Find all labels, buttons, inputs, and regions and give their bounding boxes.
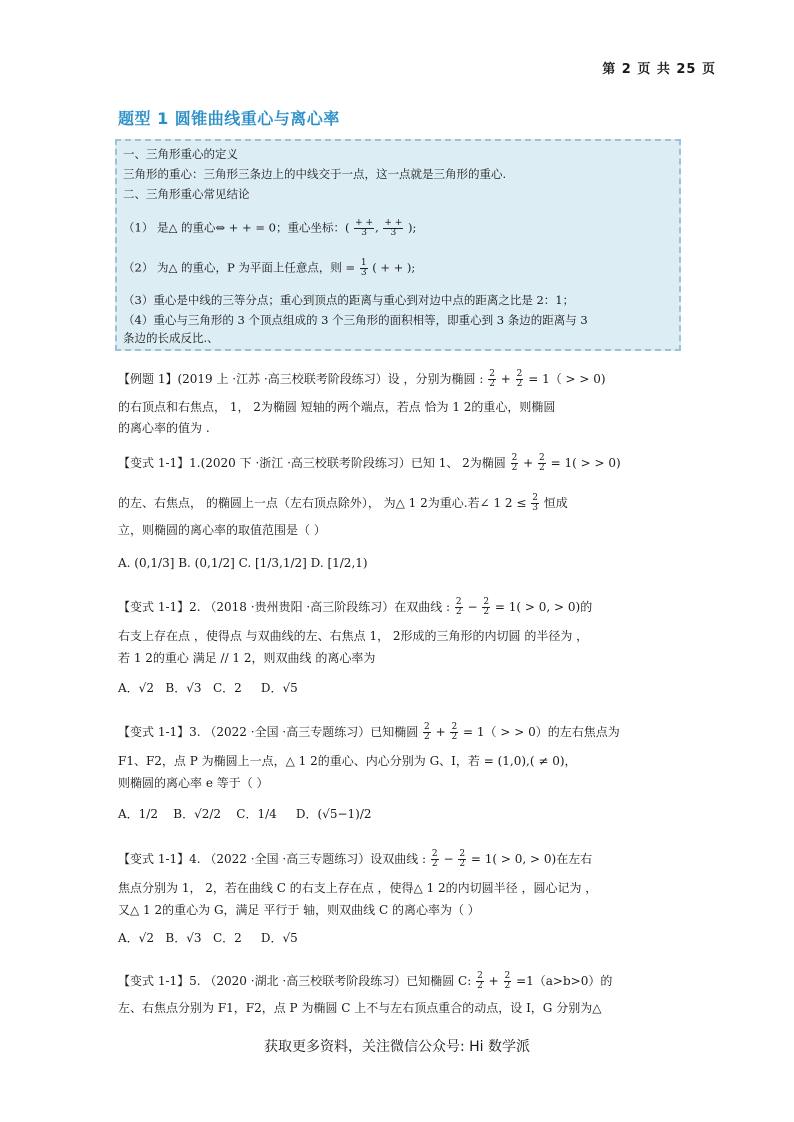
problem-text: = 1（ > > 0）的左右焦点为 [463,725,620,739]
problem-text: 恒成 [543,496,568,510]
fraction-denominator: 3 [360,268,367,278]
problem-line: 焦点分别为 1， 2，若在曲线 C 的右支上存在点 ，使得△ 1 2的内切圆半径 ，圆心记为 ， [118,881,598,895]
fraction: $\frac{2}{2}$ [511,453,518,473]
footer-promo: 获取更多资料，关注微信公众号: Hi 数学派 [263,1039,531,1055]
problem-line: 【变式 1-1】3. （2022 ·全国 ·高三专题练习）已知椭圆 $\frac{2}{2}$ + $\frac{2}{2}$ = 1（ > > 0）的左右焦点为 [118,722,620,742]
problem-line: 左、右焦点分别为 F1，F2，点 P 为椭圆 C 上不与左右顶点重合的动点，设 I，G 分别为△ [118,1001,602,1015]
fraction-denominator: 3 [532,503,538,513]
fraction-numerator: 1 [360,258,367,268]
box-line: 二、三角形重心常见结论 [123,187,250,201]
fraction: $\frac{2}{2}$ [489,369,495,389]
problem-line: 【变式 1-1】1.(2020 下 ·浙江 ·高三校联考阶段练习）已知 1、 2为椭圆 $\frac{2}{2}$ + $\frac{2}{2}$ = 1( > > 0) [118,453,621,473]
problem-line: 【变式 1-1】4. （2022 ·全国 ·高三专题练习）设双曲线 : $\frac{2}{2}$ − $\frac{2}{2}$ = 1( > 0, > 0)在左右 [118,849,593,869]
problem-text: 【变式 1-1】3. （2022 ·全国 ·高三专题练习）已知椭圆 [118,725,419,739]
problem-line: 【变式 1-1】2. （2018 ·贵州贵阳 ·高三阶段练习）在双曲线 : $\frac{2}{2}$ − $\frac{2}{2}$ = 1( > 0, > 0)的 [118,597,593,617]
option-c: C．2 [212,681,242,695]
answer-options [118,680,298,696]
problem-text: = 1( > 0, > 0)在左右 [470,852,593,866]
problem-line: 则椭圆的离心率 e 等于（ ） [118,776,269,790]
option-b: B．√2/2 [173,807,222,821]
answer-options: A. (0,1/3] B. (0,1/2] C. [1/3,1/2] D. [1/2,1) [118,556,368,570]
fraction: $\frac{2}{2}$ [483,597,490,617]
problem-text: 【例题 1】(2019 上 ·江苏 ·高三校联考阶段练习）设 ，分别为椭圆 : [118,372,484,386]
answer-options [118,930,298,946]
problem-text: 【变式 1-1】5. （2020 ·湖北 ·高三校联考阶段练习）已知椭圆 C: [118,974,472,988]
option-c: C．1/4 [236,807,277,821]
box-line-tail: ); [407,220,417,235]
problem-line: 立，则椭圆的离心率的取值范围是（ ） [118,523,326,537]
fraction: $\frac{2}{2}$ [459,849,466,869]
problem-text: = 1( > > 0) [550,456,621,470]
option-b: B．√3 [165,931,202,945]
problem-text: 的左、右焦点， 的椭圆上一点（左右顶点除外）， 为△ 1 2为重心.若∠ 1 2 ≤ [118,496,527,510]
problem-text: 【变式 1-1】2. （2018 ·贵州贵阳 ·高三阶段练习）在双曲线 : [118,600,451,614]
problem-text: 【变式 1-1】4. （2022 ·全国 ·高三专题练习）设双曲线 : [118,852,427,866]
fraction: $\frac{2}{2}$ [539,453,545,473]
fraction-denominator: 3 [361,228,367,238]
box-line-text: （2） 为△ 的重心，P 为平面上任意点，则 = [123,260,356,275]
fraction: $\frac{2}{2}$ [451,722,458,742]
fraction: $\frac{2}{2}$ [455,597,462,617]
fraction [531,494,539,513]
option-a: A．1/2 [118,807,158,821]
fraction: $\frac{2}{2}$ [516,369,523,389]
box-line-tail: ( + + ); [372,260,416,275]
box-line: 一、三角形重心的定义 [123,147,238,161]
problem-line: F1、F2，点 P 为椭圆上一点，△ 1 2的重心、内心分别为 G、I，若 = (1,0),( ≠ 0)， [118,754,577,768]
problem-text: = 1（ > > 0) [528,372,606,386]
fraction: $\frac{2}{2}$ [424,722,430,742]
fraction [354,219,374,238]
problem-text: =1（a>b>0）的 [516,974,613,988]
section-title: 题型 1 圆锥曲线重心与离心率 [118,109,340,128]
problem-text: 【变式 1-1】1.(2020 下 ·浙江 ·高三校联考阶段练习）已知 1、 2为椭圆 [118,456,506,470]
box-line: 三角形的重心：三角形三条边上的中线交于一点，这一点就是三角形的重心. [123,167,507,181]
fraction: $\frac{2}{2}$ [504,971,511,991]
fraction-denominator: 3 [390,228,397,238]
page-number: 第 2 页 共 25 页 [602,62,716,77]
option-d: D．(√5−1)/2 [295,807,372,821]
definition-box [115,139,681,351]
option-c: C．2 [212,931,242,945]
problem-line [118,494,568,513]
fraction [383,219,403,238]
fraction [360,259,368,278]
option-d: D．√5 [260,931,298,945]
option-b: B．√3 [165,681,202,695]
box-line: （3）重心是中线的三等分点；重心到顶点的距离与重心到对边中点的距离之比是 2：1； [123,293,575,307]
problem-line: 若 1 2的重心 满足 // 1 2，则双曲线 的离心率为 [118,651,376,665]
fraction: $\frac{2}{2}$ [431,849,438,869]
problem-line: 又△ 1 2的重心为 G，满足 平行于 轴，则双曲线 C 的离心率为（ ） [118,903,480,917]
option-d: D．√5 [260,681,298,695]
option-a: A．√2 [118,681,154,695]
answer-options [118,806,372,822]
problem-line: 的右顶点和右焦点， 1， 2为椭圆 短轴的两个端点，若点 恰为 1 2的重心，则椭圆 [118,400,556,414]
box-line-text: （1） 是△ 的重心⇔ + + = 0；重心坐标：( [123,220,350,235]
fraction-numerator: 2 [532,493,538,503]
option-a: A．√2 [118,931,154,945]
box-line: （4）重心与三角形的 3 个顶点组成的 3 个三角形的面积相等，即重心到 3 条边的距离与 3 [123,313,588,327]
problem-text: = 1( > 0, > 0)的 [494,600,593,614]
problem-line: 右支上存在点 ，使得点 与双曲线的左、右焦点 1， 2形成的三角形的内切圆 的半径为 ， [118,629,589,643]
problem-line: 【例题 1】(2019 上 ·江苏 ·高三校联考阶段练习）设 ，分别为椭圆 : $\frac{2}{2}$ + $\frac{2}{2}$ = 1（ > > 0) [118,369,606,389]
fraction-numerator: + + [355,218,374,228]
fraction: $\frac{2}{2}$ [477,971,483,991]
fraction-numerator: + + [384,218,403,228]
problem-line: 【变式 1-1】5. （2020 ·湖北 ·高三校联考阶段练习）已知椭圆 C: $\frac{2}{2}$ + $\frac{2}{2}$ =1（a>b>0）的 [118,971,613,991]
box-line [123,259,415,278]
problem-line: 的离心率的值为 . [118,421,210,435]
box-line: （1） 是△ 的重心⇔ + + = 0；重心坐标：( $\frac{+ +}{3}$ , $\frac{+ +}{3}$ ); [123,218,417,238]
box-line: 条边的长成反比.、 [123,331,219,345]
